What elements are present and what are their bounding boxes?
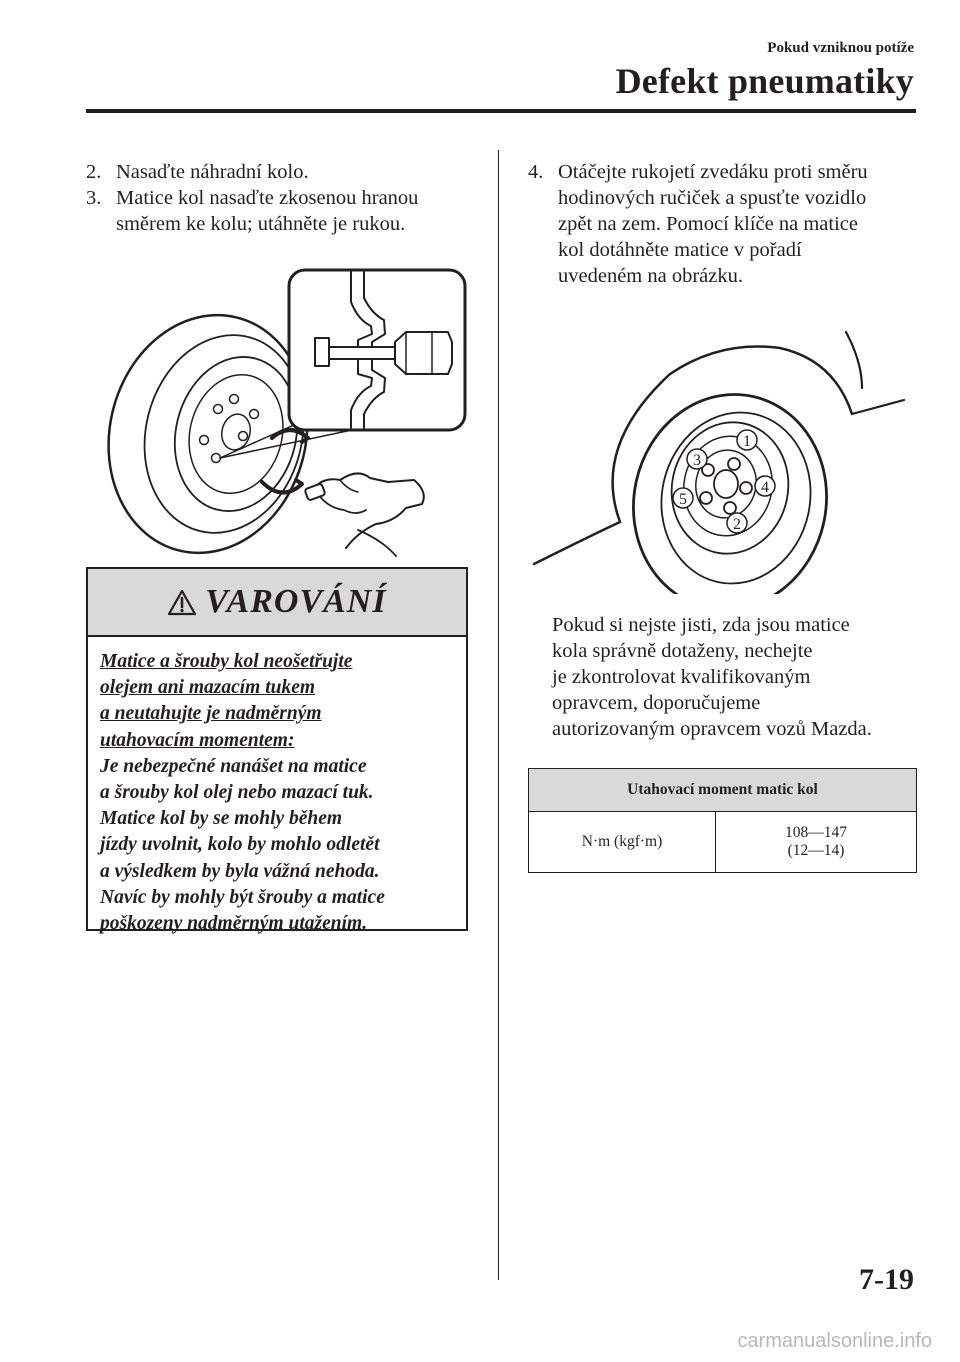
warning-triangle-icon (167, 588, 197, 616)
step-text-line: kol dotáhněte matice v pořadí (558, 239, 802, 261)
nut-tightening-order-illustration (530, 326, 914, 594)
warning-emphasis-line: Matice a šrouby kol neošetřujte (100, 651, 353, 672)
step-2 (86, 159, 486, 185)
step-number: 3. (86, 187, 102, 209)
note-line: opravcem, doporučujeme (552, 692, 761, 714)
warning-body-line: a šrouby kol olej nebo mazací tuk. (100, 782, 374, 804)
warning-body-line: Je nebezpečné nanášet na matice (100, 755, 367, 777)
warning-body-line: a výsledkem by byla vážná nehoda. (100, 860, 380, 882)
nut-order-label-4: 4 (761, 479, 769, 496)
warning-body-line: Matice kol by se mohly během (100, 808, 343, 830)
right-steps (528, 159, 928, 289)
torque-value-alt: (12—14) (787, 842, 845, 859)
step-text-line: hodinových ručiček a spusťte vozidlo (558, 187, 867, 209)
torque-value-cell (716, 812, 917, 873)
note-line: je zkontrolovat kvalifikovaným (552, 666, 811, 688)
warning-emphasis-line: utahovacím momentem: (100, 729, 295, 751)
warning-header (88, 569, 466, 637)
column-divider (498, 150, 499, 1280)
page-title: Defekt pneumatiky (615, 61, 914, 101)
note-line: autorizovaným opravcem vozů Mazda. (552, 718, 872, 740)
warning-body-line: poškozeny nadměrným utažením. (100, 913, 368, 935)
torque-note (552, 612, 872, 742)
warning-box (86, 567, 468, 935)
wheel-nut-installation-illustration (96, 262, 476, 557)
note-line: kola správně dotaženy, nechejte (552, 640, 813, 662)
step-text-line: Otáčejte rukojetí zvedáku proti směru (558, 161, 868, 183)
warning-body-line: jízdy uvolnit, kolo by mohlo odletět (100, 834, 380, 856)
step-text-line: Matice kol nasaďte zkosenou hranou (116, 187, 419, 209)
header-divider (86, 109, 916, 113)
warning-emphasis-line: olejem ani mazacím tukem (100, 677, 316, 699)
torque-unit-cell: N·m (kgf·m) (529, 812, 716, 873)
warning-title: VAROVÁNÍ (205, 583, 387, 620)
warning-body-line: Navíc by mohly být šrouby a matice (100, 886, 385, 908)
nut-order-label-5: 5 (679, 491, 687, 508)
nut-order-label-2: 2 (733, 516, 741, 533)
left-steps (86, 159, 486, 237)
watermark: carmanualsonline.info (737, 1330, 932, 1352)
step-4 (528, 159, 928, 289)
torque-table (528, 768, 917, 873)
step-text-line: směrem ke kolu; utáhněte je rukou. (116, 213, 406, 235)
section-title: Pokud vzniknou potíže (767, 40, 914, 56)
step-3 (86, 185, 486, 237)
note-line: Pokud si nejste jisti, zda jsou matice (552, 614, 850, 636)
torque-value: 108—147 (785, 824, 847, 841)
nut-order-label-3: 3 (693, 452, 701, 469)
nut-order-label-1: 1 (743, 433, 751, 450)
step-number: 2. (86, 161, 102, 183)
torque-table-header: Utahovací moment matic kol (529, 769, 917, 812)
step-text-line: uvedeném na obrázku. (558, 265, 743, 287)
warning-text (88, 637, 466, 937)
step-text: Nasaďte náhradní kolo. (116, 161, 309, 183)
page-number: 7-19 (859, 1263, 914, 1296)
step-text-line: zpět na zem. Pomocí klíče na matice (558, 213, 858, 235)
step-number: 4. (528, 161, 544, 183)
warning-emphasis-line: a neutahujte je nadměrným (100, 703, 322, 725)
